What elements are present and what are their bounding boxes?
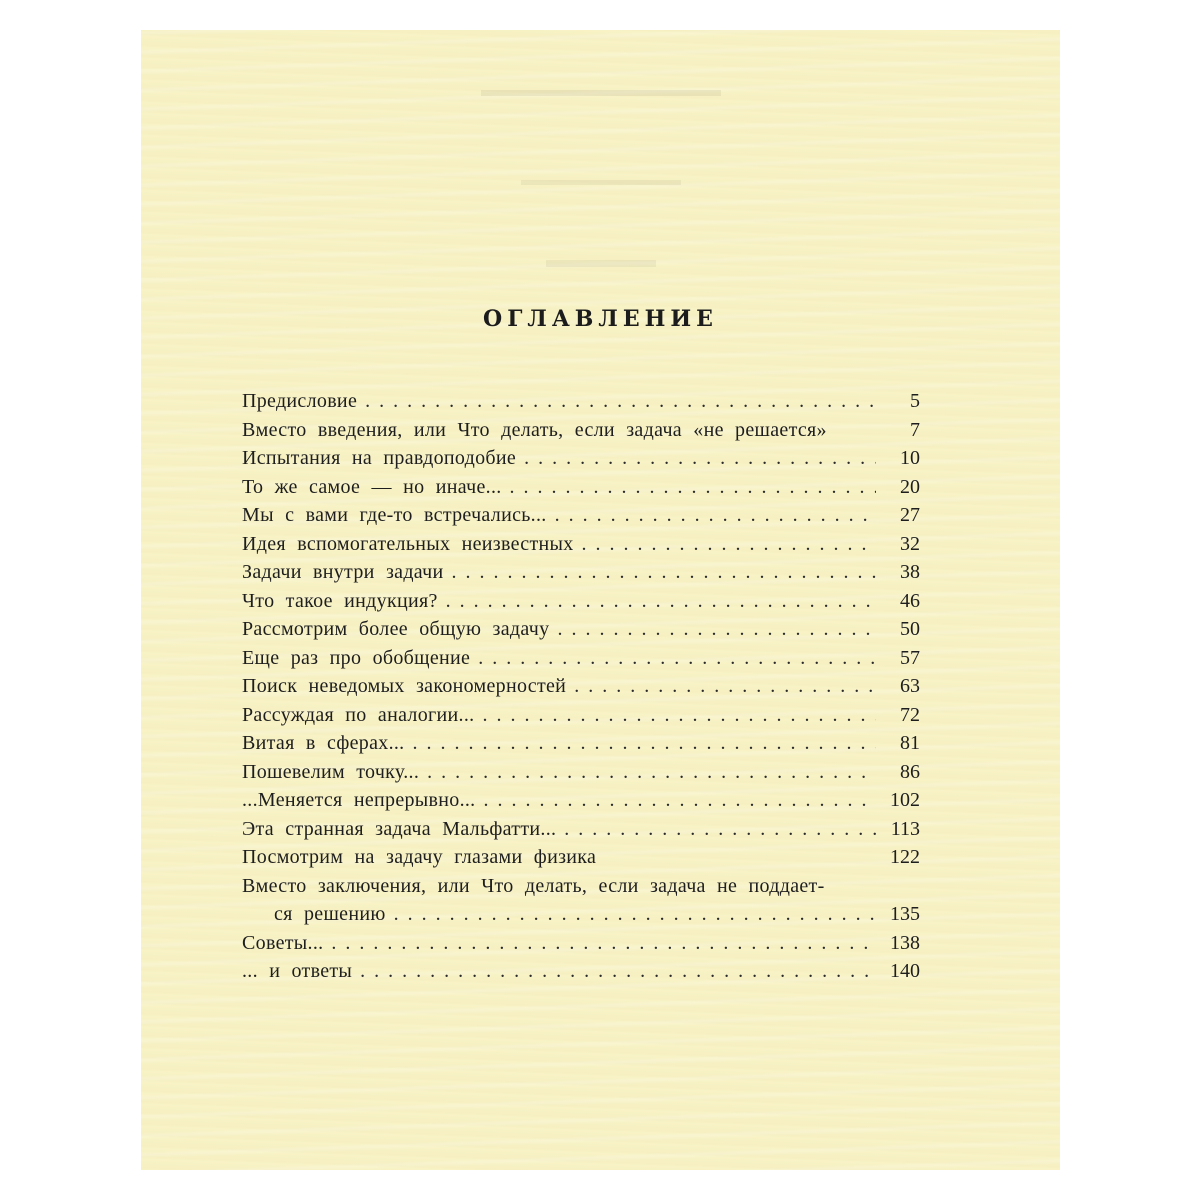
page-title: ОГЛАВЛЕНИЕ: [483, 306, 718, 332]
toc-title: ... и ответы: [242, 960, 353, 982]
dot-leader: [412, 729, 876, 758]
dot-leader: [564, 815, 876, 844]
toc-row: [242, 701, 920, 730]
dot-leader: [446, 587, 876, 616]
toc-row: [242, 872, 920, 901]
toc-row: [242, 416, 920, 445]
toc-page-number: 122: [890, 846, 920, 868]
dot-leader: [365, 387, 876, 416]
toc-page-number: 20: [900, 475, 920, 498]
toc-title: Вместо заключения, или Что делать, если задача не поддает-: [242, 874, 825, 897]
toc-page-number: 140: [890, 960, 920, 982]
toc-title: Посмотрим на задачу глазами физика: [242, 846, 597, 868]
toc-title: Эта странная задача Мальфатти...: [242, 817, 557, 840]
toc-title: Испытания на правдоподобие: [242, 447, 517, 469]
dot-leader: [360, 957, 876, 986]
toc-page-number: 102: [890, 789, 920, 811]
toc-row: [242, 815, 920, 844]
toc-page-number: 86: [900, 760, 920, 783]
dot-leader: [452, 558, 876, 587]
toc-title: Рассуждая по аналогии...: [242, 703, 475, 726]
dot-leader: [427, 758, 876, 787]
toc-page-number: 63: [900, 675, 920, 697]
toc-row: [242, 672, 920, 701]
toc-title: ся решению: [274, 903, 386, 925]
toc-title: Что такое индукция?: [242, 589, 438, 612]
toc-page-number: 135: [890, 903, 920, 925]
toc-page-number: 32: [900, 532, 920, 555]
toc-title: Вместо введения, или Что делать, если задача «не решается»: [242, 418, 827, 441]
toc-page-number: 50: [900, 618, 920, 640]
toc-row: [242, 758, 920, 787]
toc-title: Еще раз про обобщение: [242, 646, 471, 669]
toc-title: ...Меняется непрерывно...: [242, 789, 476, 811]
toc-row: [242, 530, 920, 559]
toc-row: [242, 473, 920, 502]
book-page: [141, 30, 1060, 1170]
toc-title: Витая в сферах...: [242, 732, 405, 754]
show-through-bleed: [141, 260, 1060, 280]
toc-row: [242, 644, 920, 673]
toc-title: Идея вспомогательных неизвестных: [242, 532, 574, 555]
toc-page-number: 81: [900, 732, 920, 754]
toc-title: Предисловие: [242, 390, 358, 412]
toc-page-number: 113: [890, 817, 920, 840]
toc-row: [242, 786, 920, 815]
toc-row: [242, 843, 920, 872]
dot-leader: [582, 530, 876, 559]
toc-row-continuation: [242, 900, 920, 929]
toc-page-number: 46: [900, 589, 920, 612]
toc-row: [242, 929, 920, 958]
toc-row: [242, 501, 920, 530]
dot-leader: [557, 615, 876, 644]
toc-page-number: 72: [900, 703, 920, 726]
toc-title: Поиск неведомых закономерностей: [242, 675, 567, 697]
dot-leader: [331, 929, 876, 958]
toc-page-number: 27: [900, 504, 920, 526]
toc-title: Мы с вами где-то встречались...: [242, 504, 547, 526]
dot-leader: [483, 786, 876, 815]
toc-page-number: 5: [910, 390, 920, 412]
toc-page-number: 7: [910, 418, 920, 441]
toc-row: [242, 587, 920, 616]
toc-title: Задачи внутри задачи: [242, 561, 444, 583]
toc-page-number: 138: [890, 931, 920, 954]
toc-row: [242, 729, 920, 758]
dot-leader: [555, 501, 876, 530]
toc-page-number: 38: [900, 561, 920, 583]
toc-page-number: 10: [900, 447, 920, 469]
toc-row: [242, 957, 920, 986]
toc-title: Советы...: [242, 931, 324, 954]
toc-row: [242, 615, 920, 644]
dot-leader: [478, 644, 876, 673]
dot-leader: [510, 473, 876, 502]
table-of-contents: [242, 387, 920, 986]
toc-row: [242, 387, 920, 416]
show-through-bleed: [141, 180, 1060, 200]
toc-page-number: 57: [900, 646, 920, 669]
toc-row: [242, 558, 920, 587]
dot-leader: [524, 444, 876, 473]
toc-title: То же самое — но иначе...: [242, 475, 502, 498]
dot-leader: [574, 672, 876, 701]
show-through-bleed: [141, 90, 1060, 110]
dot-leader: [394, 900, 876, 929]
toc-title: Рассмотрим более общую задачу: [242, 618, 550, 640]
toc-title: Пошевелим точку...: [242, 760, 420, 783]
toc-row: [242, 444, 920, 473]
dot-leader: [482, 701, 876, 730]
